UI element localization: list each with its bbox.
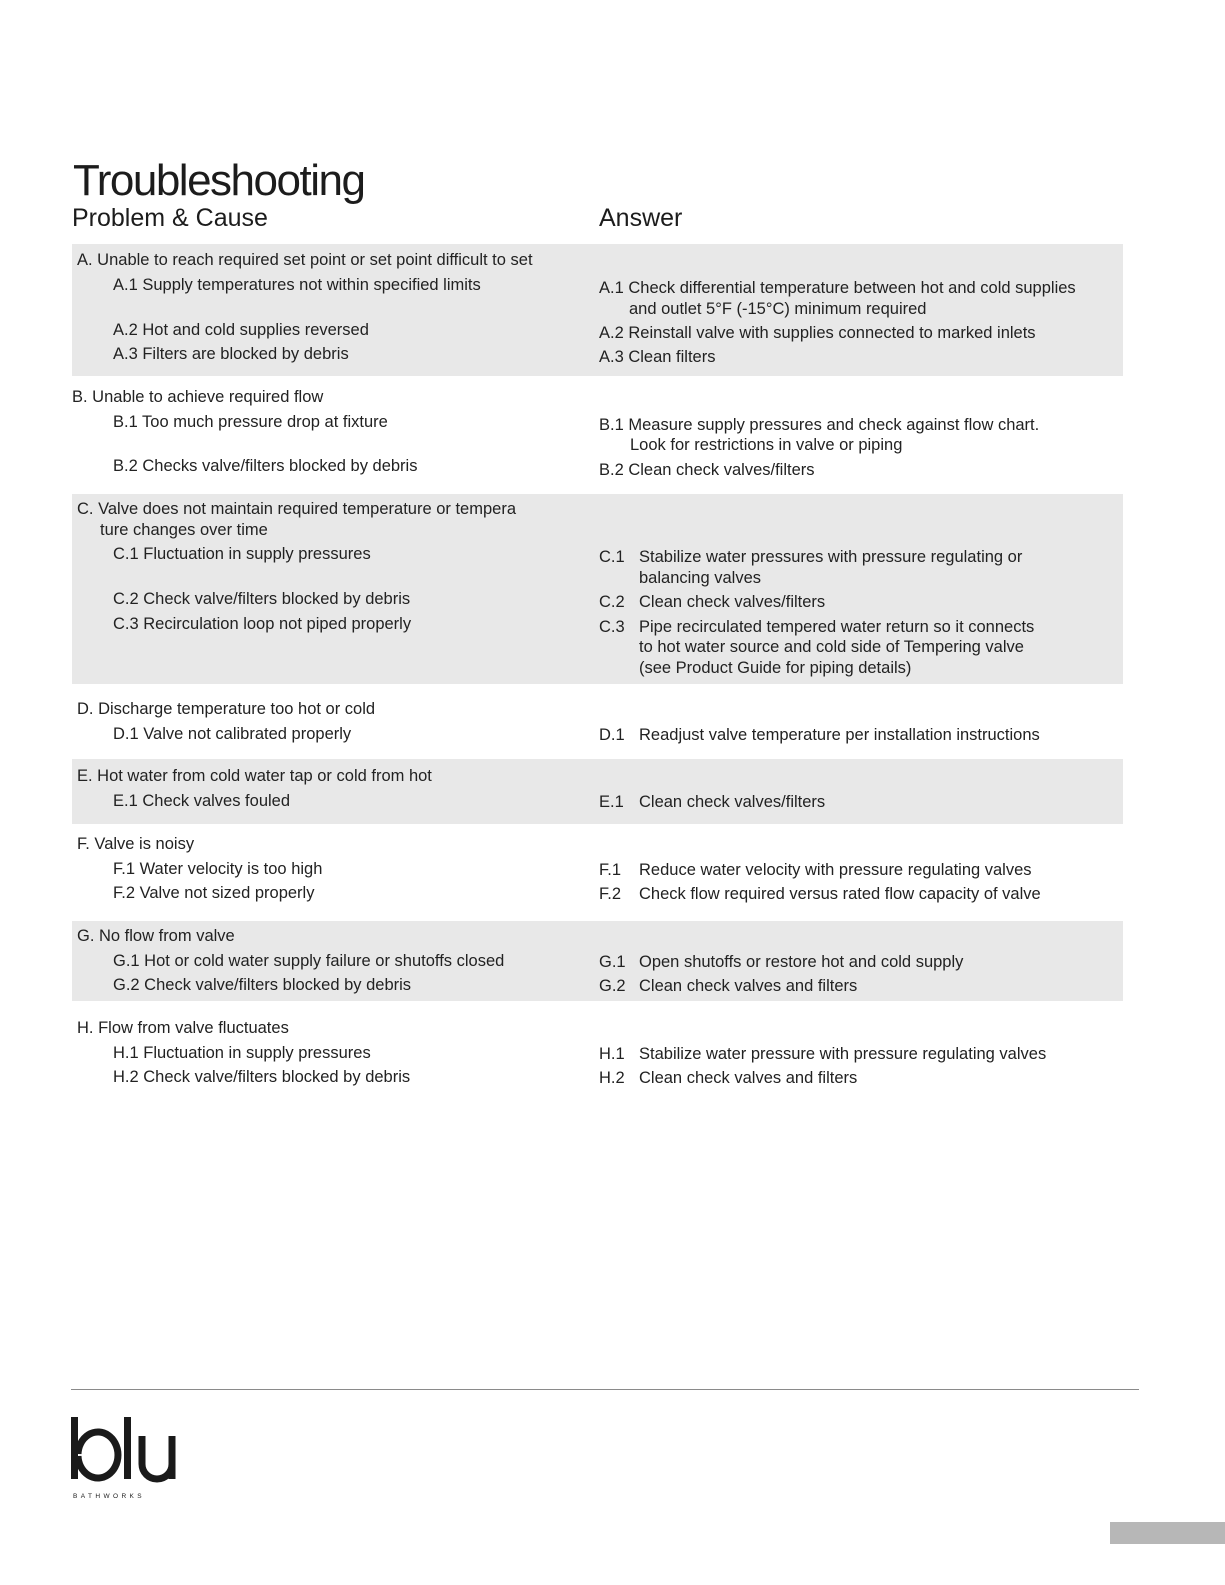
section-heading: G. No flow from valve xyxy=(77,927,235,945)
answer-item xyxy=(599,952,963,972)
answer-item xyxy=(599,860,1032,880)
answer-text: Clean check valves/filters xyxy=(639,793,826,811)
section-d xyxy=(72,684,1123,758)
cause-item: B.1 Too much pressure drop at fixture xyxy=(113,413,388,431)
answer-text: Reduce water velocity with pressure regulating valves xyxy=(639,861,1032,879)
section-heading: B. Unable to achieve required flow xyxy=(72,388,324,406)
answer-number: G.1 xyxy=(599,953,626,971)
section-g xyxy=(72,921,1123,1001)
cause-item: A.2 Hot and cold supplies reversed xyxy=(113,321,369,339)
answer-text: Pipe recirculated tempered water return so it connects xyxy=(639,618,1035,636)
section-c xyxy=(72,494,1123,684)
answer-text: Stabilize water pressure with pressure regulating valves xyxy=(639,1045,1047,1063)
answer-item: A.2 Reinstall valve with supplies connected to marked inlets xyxy=(599,324,1036,342)
page-tab xyxy=(1110,1522,1225,1544)
answer-number: F.1 xyxy=(599,861,622,879)
cause-item: G.1 Hot or cold water supply failure or shutoffs closed xyxy=(113,952,505,970)
section-h xyxy=(72,1001,1123,1101)
answer-item xyxy=(599,547,1022,567)
section-e xyxy=(72,759,1123,824)
answer-number: H.2 xyxy=(599,1069,625,1087)
cause-item: H.2 Check valve/filters blocked by debris xyxy=(113,1068,411,1086)
cause-item: F.1 Water velocity is too high xyxy=(113,860,323,878)
answer-text: Clean check valves/filters xyxy=(639,593,826,611)
answer-item-continued: and outlet 5°F (-15°C) minimum required xyxy=(629,300,927,318)
cause-item: H.1 Fluctuation in supply pressures xyxy=(113,1044,371,1062)
answer-item xyxy=(599,1068,857,1088)
cause-item: G.2 Check valve/filters blocked by debris xyxy=(113,976,412,994)
section-heading: C. Valve does not maintain required temperature or tempera xyxy=(77,500,517,518)
answer-item xyxy=(599,976,857,996)
answer-item xyxy=(599,725,1040,745)
answer-text: Clean check valves and filters xyxy=(639,977,858,995)
answer-item: A.1 Check differential temperature between hot and cold supplies xyxy=(599,279,1076,297)
answer-number: H.1 xyxy=(599,1045,625,1063)
answer-number: G.2 xyxy=(599,977,626,995)
section-f xyxy=(72,824,1123,921)
brand-logo xyxy=(70,1414,180,1504)
answer-item xyxy=(599,792,825,812)
section-heading: F. Valve is noisy xyxy=(77,835,195,853)
answer-number: F.2 xyxy=(599,885,622,903)
cause-item: D.1 Valve not calibrated properly xyxy=(113,725,352,743)
section-b xyxy=(72,376,1123,494)
section-heading: E. Hot water from cold water tap or cold from hot xyxy=(77,767,432,785)
footer-divider xyxy=(71,1389,1139,1390)
section-heading: A. Unable to reach required set point or set point difficult to set xyxy=(77,251,533,269)
section-heading: H. Flow from valve fluctuates xyxy=(77,1019,289,1037)
cause-item: C.3 Recirculation loop not piped properly xyxy=(113,615,412,633)
problem-column-header: Problem & Cause xyxy=(72,204,268,232)
answer-item-continued: (see Product Guide for piping details) xyxy=(639,659,912,677)
cause-item: C.1 Fluctuation in supply pressures xyxy=(113,545,371,563)
answer-item: B.1 Measure supply pressures and check against flow chart. xyxy=(599,416,1040,434)
cause-item: C.2 Check valve/filters blocked by debris xyxy=(113,590,411,608)
answer-item-continued: to hot water source and cold side of Tempering valve xyxy=(639,638,1024,656)
cause-item: A.1 Supply temperatures not within specified limits xyxy=(113,276,481,294)
answer-number: C.3 xyxy=(599,618,625,636)
answer-item xyxy=(599,884,1041,904)
cause-item: A.3 Filters are blocked by debris xyxy=(113,345,349,363)
answer-column-header: Answer xyxy=(599,204,683,232)
answer-item xyxy=(599,592,825,612)
answer-number: E.1 xyxy=(599,793,624,811)
section-a xyxy=(72,244,1123,376)
section-heading: D. Discharge temperature too hot or cold xyxy=(77,700,376,718)
answer-item: A.3 Clean filters xyxy=(599,348,716,366)
answer-number: C.2 xyxy=(599,593,625,611)
answer-item xyxy=(599,1044,1046,1064)
answer-item: B.2 Clean check valves/filters xyxy=(599,461,815,479)
cause-item: B.2 Checks valve/filters blocked by debris xyxy=(113,457,418,475)
answer-number: C.1 xyxy=(599,548,625,566)
answer-text: Open shutoffs or restore hot and cold supply xyxy=(639,953,964,971)
cause-item: E.1 Check valves fouled xyxy=(113,792,291,810)
answer-text: Stabilize water pressures with pressure regulating or xyxy=(639,548,1023,566)
answer-text: Readjust valve temperature per installation instructions xyxy=(639,726,1040,744)
answer-item-continued: Look for restrictions in valve or piping xyxy=(630,436,903,454)
answer-text: Clean check valves and filters xyxy=(639,1069,858,1087)
cause-item: F.2 Valve not sized properly xyxy=(113,884,315,902)
answer-item xyxy=(599,617,1034,637)
section-heading-continued: ture changes over time xyxy=(100,521,268,539)
logo-subtitle: BATHWORKS xyxy=(73,1493,146,1500)
answer-text: Check flow required versus rated flow capacity of valve xyxy=(639,885,1041,903)
answer-number: D.1 xyxy=(599,726,625,744)
page-title: Troubleshooting xyxy=(73,156,365,205)
answer-item-continued: balancing valves xyxy=(639,569,761,587)
